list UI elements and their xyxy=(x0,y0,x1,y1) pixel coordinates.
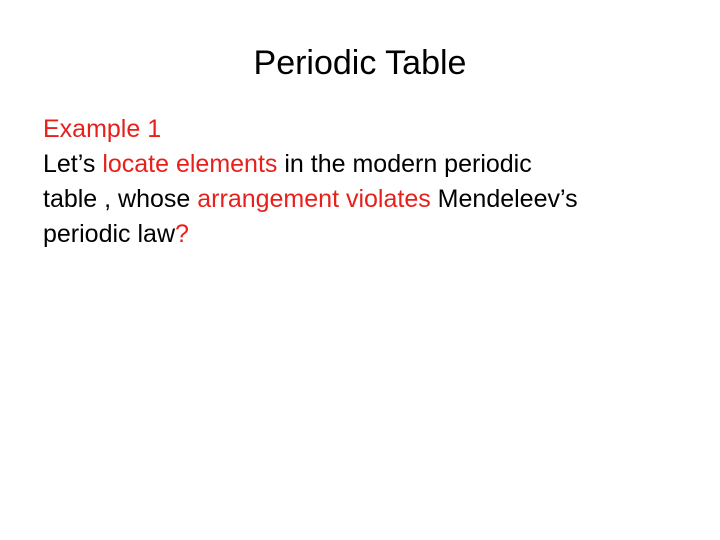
question-line-1 xyxy=(43,147,703,182)
slide-title: Periodic Table xyxy=(253,44,467,82)
question-line-2-text: table , whose xyxy=(43,185,198,213)
slide-body xyxy=(43,112,703,252)
example-label: Example 1 xyxy=(43,115,162,143)
highlight-question-mark: ? xyxy=(175,220,189,248)
question-line-2-rest: Mendeleev’s xyxy=(430,185,578,213)
question-line-2 xyxy=(43,182,703,217)
question-line-3 xyxy=(43,217,703,252)
question-line-1-text: Let’s xyxy=(43,150,103,178)
highlight-locate-elements: locate elements xyxy=(102,150,278,178)
question-line-3-text: periodic law xyxy=(43,220,176,248)
highlight-arrangement-violates: arrangement violates xyxy=(197,185,431,213)
question-line-1-rest: in the modern periodic xyxy=(277,150,532,178)
